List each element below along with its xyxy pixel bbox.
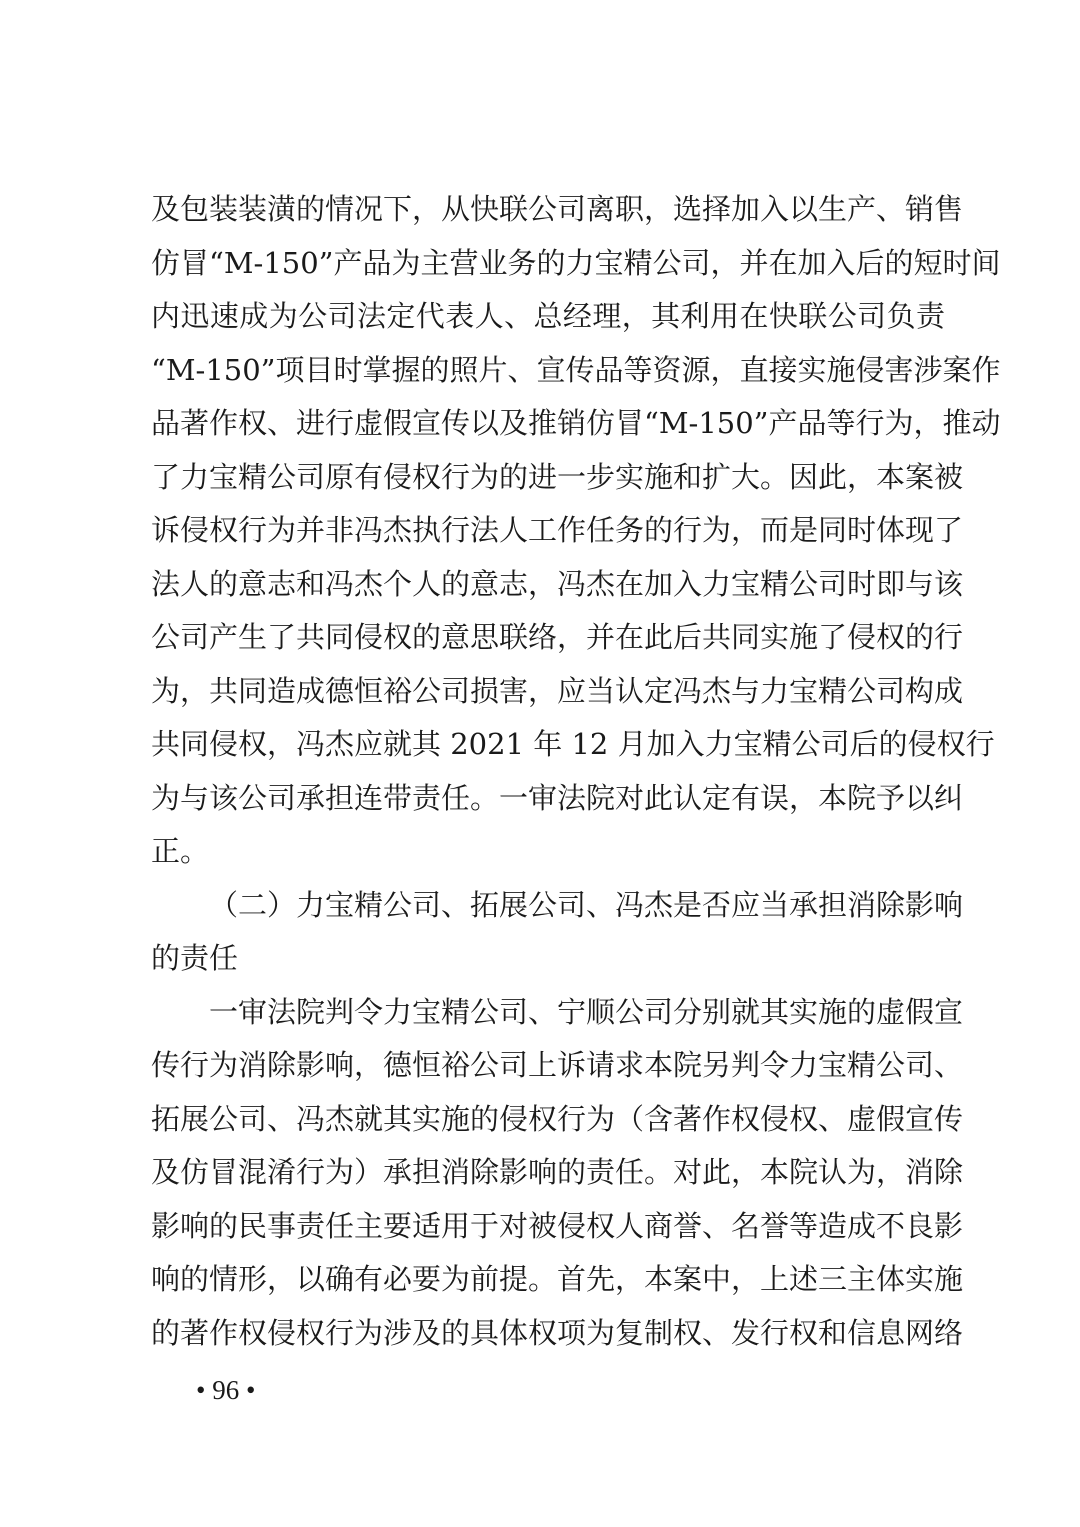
text-line: 品著作权、进行虚假宣传以及推销仿冒“M-150”产品等行为，推动 bbox=[151, 406, 1001, 440]
text-line: 影响的民事责任主要适用于对被侵权人商誉、名誉等造成不良影 bbox=[151, 1208, 964, 1243]
text-line: “M-150”项目时掌握的照片、宣传品等资源，直接实施侵害涉案作 bbox=[151, 352, 1001, 387]
text-line: 响的情形，以确有必要为前提。首先，本案中，上述三主体实施 bbox=[151, 1262, 964, 1296]
text-line: 内迅速成为公司法定代表人、总经理，其利用在快联公司负责 bbox=[151, 299, 945, 333]
text-line: 正。 bbox=[151, 834, 210, 868]
text-line: 诉侵权行为并非冯杰执行法人工作任务的行为，而是同时体现了 bbox=[151, 513, 964, 547]
text-line: 及仿冒混淆行为）承担消除影响的责任。对此，本院认为，消除 bbox=[151, 1155, 964, 1189]
text-line: 传行为消除影响，德恒裕公司上诉请求本院另判令力宝精公司、 bbox=[151, 1048, 964, 1082]
text-line: 法人的意志和冯杰个人的意志，冯杰在加入力宝精公司时即与该 bbox=[151, 566, 964, 601]
text-line: 及包装装潢的情况下，从快联公司离职，选择加入以生产、销售 bbox=[151, 192, 964, 226]
text-line: 一审法院判令力宝精公司、宁顺公司分别就其实施的虚假宣 bbox=[209, 994, 964, 1029]
page-number: • 96 • bbox=[196, 1375, 256, 1405]
document-body bbox=[151, 183, 1001, 1360]
text-line: 拓展公司、冯杰就其实施的侵权行为（含著作权侵权、虚假宣传 bbox=[151, 1101, 964, 1136]
text-line: 为，共同造成德恒裕公司损害，应当认定冯杰与力宝精公司构成 bbox=[151, 673, 964, 708]
text-line: 仿冒“M-150”产品为主营业务的力宝精公司，并在加入后的短时间 bbox=[151, 245, 1001, 280]
text-line: 公司产生了共同侵权的意思联络，并在此后共同实施了侵权的行 bbox=[151, 620, 964, 654]
section-heading: （二）力宝精公司、拓展公司、冯杰是否应当承担消除影响 bbox=[209, 887, 964, 922]
text-line: 为与该公司承担连带责任。一审法院对此认定有误，本院予以纠 bbox=[151, 780, 964, 815]
text-line: 共同侵权，冯杰应就其 2021 年 12 月加入力宝精公司后的侵权行 bbox=[151, 727, 995, 761]
section-heading: 的责任 bbox=[151, 941, 239, 975]
text-line: 了力宝精公司原有侵权行为的进一步实施和扩大。因此，本案被 bbox=[151, 459, 964, 494]
text-line: 的著作权侵权行为涉及的具体权项为复制权、发行权和信息网络 bbox=[151, 1315, 964, 1350]
